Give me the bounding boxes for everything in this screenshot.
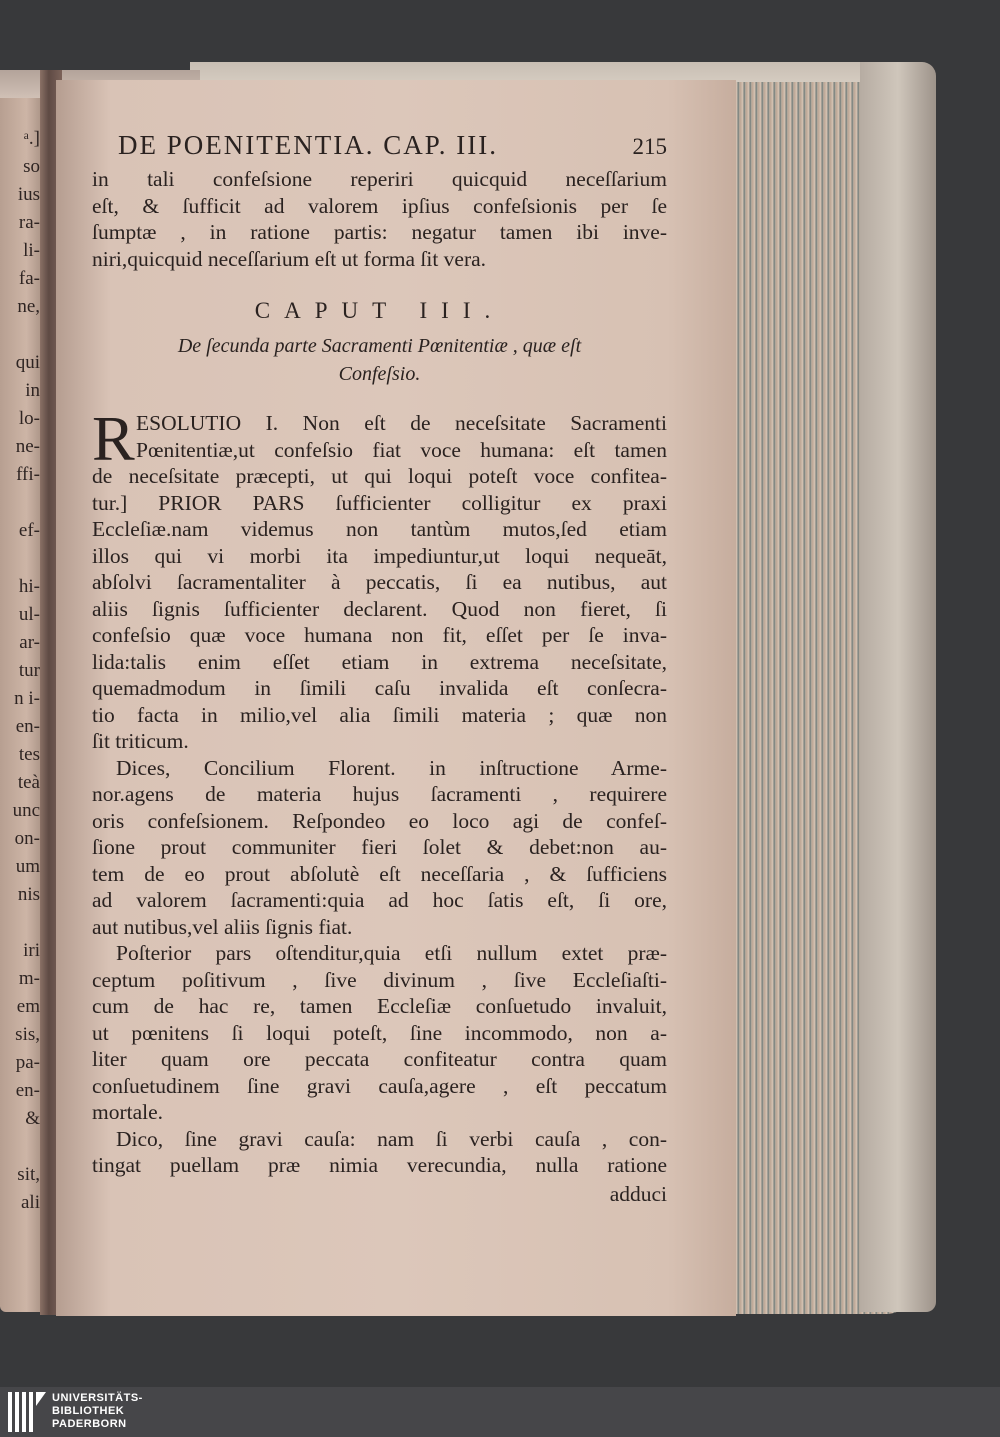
chapter-heading: CAPUT III. — [254, 298, 505, 323]
margin-fragment: ra- — [18, 212, 40, 233]
margin-fragment: sit, — [17, 1164, 40, 1185]
text-line: ad valorem ſacramenti:quia ad hoc ſatis eſt, ſi ore, — [92, 888, 667, 912]
page-number: 215 — [632, 134, 667, 159]
margin-fragment: qui — [15, 352, 40, 373]
margin-fragment: ar- — [19, 632, 40, 653]
margin-fragment: & — [25, 1108, 40, 1129]
margin-fragment: nis — [17, 884, 40, 905]
text-line: abſolvi ſacramentaliter à peccatis, ſi ea nutibus, aut — [92, 570, 667, 594]
text-line: mortale. — [92, 1100, 164, 1124]
margin-fragment: ffi- — [16, 464, 40, 485]
margin-fragment: sis, — [15, 1024, 40, 1045]
margin-fragment — [0, 321, 40, 349]
margin-fragment: en- — [15, 716, 40, 737]
running-head-title: DE POENITENTIA. CAP. III. — [118, 130, 498, 160]
text-line: ſumptæ , in ratione partis: negatur tamen ibi inve- — [92, 220, 667, 244]
text-line: aliis ſignis ſufficienter declarent. Quod non fieret, ſi — [92, 596, 667, 621]
text-line: Pœnitentiæ,ut confeſsio fiat voce humana: eſt tamen — [136, 437, 667, 462]
margin-fragment: ul- — [18, 604, 40, 625]
library-name-line: UNIVERSITÄTS- — [52, 1392, 143, 1404]
chapter-subtitle-line: Confeſsio. — [338, 363, 421, 385]
text-line: tur.] PRIOR PARS ſufficienter colligitur ex praxi — [92, 490, 667, 515]
margin-fragment: ef- — [18, 520, 40, 541]
text-line: cum de hac re, tamen Eccleſiæ conſuetudo invaluit, — [92, 994, 667, 1018]
drop-cap: R — [92, 403, 135, 474]
text-line: Poſterior pars oſtenditur,quia etſi nullum extet præ- — [116, 941, 667, 965]
margin-fragment: n i- — [14, 688, 40, 709]
text-line: ceptum poſitivum , ſive divinum , ſive Eccleſiaſti- — [92, 967, 667, 992]
text-line: in tali confeſsione reperiri quicquid neceſſarium — [92, 167, 667, 191]
text-line: de neceſsitate præcepti, ut qui loqui poteſt voce confitea- — [92, 464, 667, 488]
catchword: adduci — [609, 1181, 667, 1206]
text-line: nor.agens de materia hujus ſacramenti , requirere — [92, 782, 667, 806]
margin-fragment: en- — [15, 1080, 40, 1101]
text-line: tingat puellam præ nimia verecundia, nulla ratione — [92, 1153, 667, 1177]
text-line: Eccleſiæ.nam videmus non tantùm mutos,ſed etiam — [92, 517, 667, 541]
library-name-line: PADERBORN — [52, 1418, 127, 1430]
library-logo-icon — [8, 1392, 46, 1432]
margin-fragment: ali — [21, 1192, 40, 1213]
resolutio-paragraph — [92, 403, 667, 755]
chapter-subtitle — [92, 332, 667, 388]
margin-fragment: ᵃ.] — [23, 128, 40, 149]
margin-fragment — [0, 1133, 40, 1161]
page-text — [92, 130, 667, 1207]
text-line: quemadmodum in ſimili caſu invalida eſt conſecra- — [92, 676, 667, 700]
text-line: aut nutibus,vel aliis ſignis fiat. — [92, 914, 353, 939]
margin-fragment: ne, — [17, 296, 40, 317]
margin-fragment — [0, 909, 40, 937]
margin-fragment — [0, 489, 40, 517]
text-line: confeſsio quæ voce humana non fit, eſſet per ſe inva- — [92, 623, 667, 647]
margin-fragment: fa- — [18, 268, 40, 289]
margin-fragment: tur — [18, 660, 40, 681]
text-line: Dico, ſine gravi cauſa: nam ſi verbi cauſa , con- — [116, 1126, 667, 1151]
library-name — [52, 1392, 143, 1431]
text-line: liter quam ore peccata confiteatur contra quam — [92, 1047, 667, 1071]
margin-fragment: tes — [18, 744, 40, 765]
intro-paragraph — [92, 166, 667, 272]
margin-fragment: hi- — [18, 576, 40, 597]
previous-page-fragments — [0, 125, 40, 1217]
margin-fragment: m- — [18, 968, 40, 989]
text-line: conſuetudinem ſine gravi cauſa,agere , eſt peccatum — [92, 1073, 667, 1098]
chapter-subtitle-line: De ſecunda parte Sacramenti Pœnitentiæ , quæ eſt — [177, 335, 582, 357]
text-line: eſt, & ſufficit ad valorem ipſius confeſsionis per ſe — [92, 193, 667, 218]
text-line: ſione prout communiter fieri ſolet & debet:non au- — [92, 835, 667, 859]
book-cover-edge — [860, 62, 936, 1312]
margin-fragment: iri — [23, 940, 40, 961]
margin-fragment: on- — [14, 828, 40, 849]
margin-fragment: teà — [17, 772, 40, 793]
text-line: illos qui vi morbi ita impediuntur,ut loqui nequeāt, — [92, 543, 667, 568]
margin-fragment: pa- — [15, 1052, 40, 1073]
text-line: Dices, Concilium Florent. in inſtructione Arme- — [116, 755, 667, 780]
text-line: niri,quicquid neceſſarium eſt ut forma ſit vera. — [92, 246, 487, 271]
margin-fragment: ius — [17, 184, 40, 205]
posterior-paragraph — [92, 940, 667, 1099]
margin-fragment — [0, 545, 40, 573]
dices-paragraph — [92, 755, 667, 914]
text-line: ut pœnitens ſi loqui poteſt, ſine incommodo, non a- — [92, 1020, 667, 1045]
margin-fragment: ne- — [15, 436, 40, 457]
library-name-line: BIBLIOTHEK — [52, 1405, 125, 1417]
margin-fragment: in — [25, 380, 40, 401]
dico-paragraph — [92, 1126, 667, 1179]
text-line: tem de eo prout abſolutè eſt neceſſaria , & ſufficiens — [92, 861, 667, 886]
margin-fragment: lo- — [18, 408, 40, 429]
text-line: tio facta in milio,vel alia ſimili materia ; quæ non — [92, 702, 667, 727]
text-line: lida:talis enim eſſet etiam in extrema neceſsitate, — [92, 649, 667, 674]
margin-fragment: so — [23, 156, 40, 177]
margin-fragment: li- — [23, 240, 40, 261]
margin-fragment: unc — [12, 800, 40, 821]
text-line: ESOLUTIO I. Non eſt de neceſsitate Sacramenti — [136, 411, 667, 435]
footer-bar — [0, 1387, 1000, 1437]
margin-fragment: em — [16, 996, 40, 1017]
running-head — [118, 130, 667, 166]
text-line: oris confeſsionem. Reſpondeo eo loco agi de confeſ- — [92, 808, 667, 833]
margin-fragment: um — [15, 856, 40, 877]
text-line: ſit triticum. — [92, 729, 189, 753]
